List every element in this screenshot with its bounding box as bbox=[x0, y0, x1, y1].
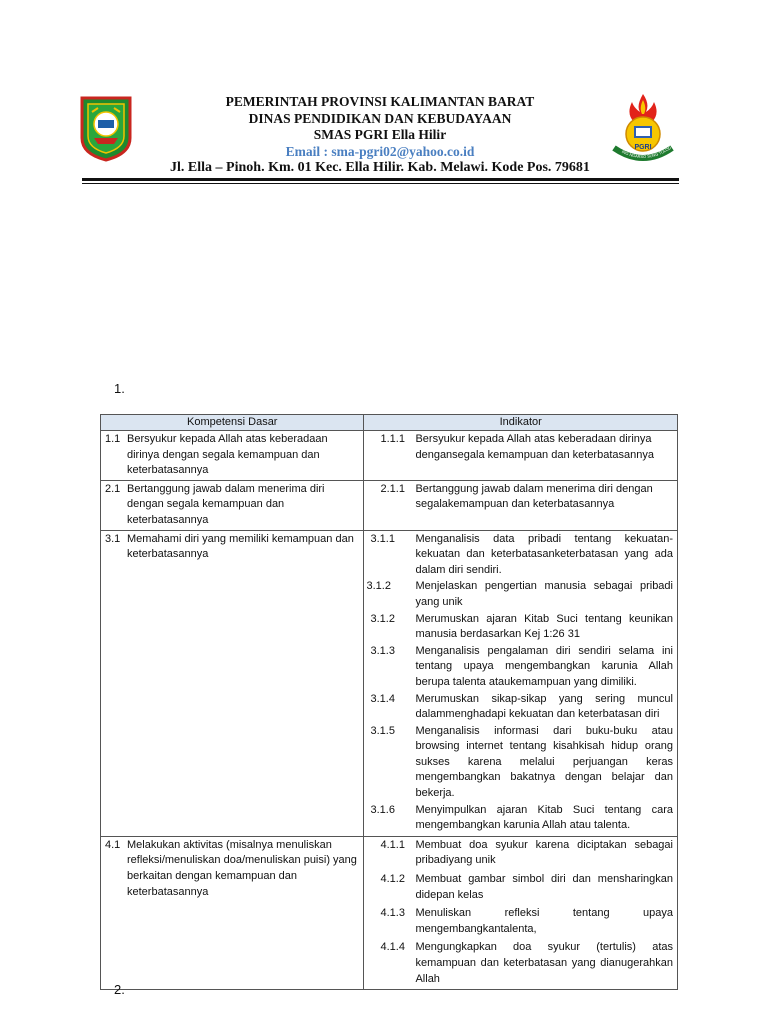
indicator-text: Bersyukur kepada Allah atas keberadaan dirinya dengansegala kemampuan dan keterbatasannya bbox=[415, 433, 654, 461]
kd-number: 1.1 bbox=[105, 433, 121, 445]
kd-cell bbox=[101, 480, 364, 530]
kd-cell bbox=[101, 431, 364, 481]
kd-number: 3.1 bbox=[105, 532, 121, 545]
table-row bbox=[101, 530, 678, 836]
letterhead-email[interactable]: Email : sma-pgri02@yahoo.co.id bbox=[285, 143, 475, 159]
indicator-number: 2.1.1 bbox=[380, 482, 405, 495]
indicator-text: Membuat gambar simbol diri dan mensharingkan didepan kelas bbox=[415, 873, 673, 901]
kd-number: 4.1 bbox=[105, 838, 121, 851]
letterhead-rule-thin bbox=[82, 183, 679, 184]
section-number-2: 2. bbox=[114, 982, 125, 997]
indicator-text: Menganalisis data pribadi tentang kekuatan-kekuatan dan keterbatasanketerbatasan yang ada dalam diri sendiri. bbox=[415, 532, 673, 576]
indicator-number: 4.1.3 bbox=[380, 907, 405, 920]
indicator-cell bbox=[364, 431, 678, 481]
indicator-cell bbox=[364, 836, 678, 989]
indicator-number: 3.1.5 bbox=[370, 724, 395, 737]
letterhead bbox=[0, 88, 768, 188]
indicator-number: 3.1.2 bbox=[366, 580, 391, 593]
table-header-row bbox=[101, 415, 678, 431]
indicator-text: Menjelaskan pengertian manusia sebagai pribadi yang unik bbox=[415, 580, 673, 608]
letterhead-address: Jl. Ella – Pinoh. Km. 01 Kec. Ella Hilir. Kab. Melawi. Kode Pos. 79681 bbox=[170, 160, 590, 175]
indicator-text: Menuliskan refleksi tentang upaya mengembangkantalenta, bbox=[415, 907, 673, 935]
letterhead-line1: PEMERINTAH PROVINSI KALIMANTAN BARAT bbox=[225, 94, 535, 109]
kd-cell bbox=[101, 530, 364, 836]
indicator-number: 3.1.2 bbox=[370, 612, 395, 625]
letterhead-line3: SMAS PGRI Ella Hilir bbox=[313, 127, 447, 142]
letterhead-text bbox=[150, 94, 610, 177]
kd-text: Bertanggung jawab dalam menerima diri dengan segala kemampuan dan keterbatasannya bbox=[127, 482, 325, 526]
kd-text: Memahami diri yang memiliki kemampuan dan keterbatasannya bbox=[127, 532, 354, 561]
table-row bbox=[101, 431, 678, 481]
indicator-cell bbox=[364, 530, 678, 836]
kd-cell bbox=[101, 836, 364, 989]
indicator-text: Menganalisis pengalaman diri sendiri selama ini tentang upaya mengembangkan karunia Allah berupa talenta ataukemampuan yang dimiliki. bbox=[415, 644, 673, 688]
kd-number: 2.1 bbox=[105, 482, 121, 495]
table-row bbox=[101, 480, 678, 530]
table-row bbox=[101, 836, 678, 989]
pgri-logo-icon bbox=[608, 92, 678, 164]
pgri-logo-text: PGRI bbox=[634, 144, 652, 151]
kd-text: Melakukan aktivitas (misalnya menuliskan refleksi/menuliskan doa/menuliskan puisi) yang berkaitan dengan kemampuan dan keterbatasannya bbox=[127, 838, 357, 898]
indicator-number: 4.1.4 bbox=[380, 941, 405, 954]
indicator-number: 3.1.3 bbox=[370, 644, 395, 657]
indicator-number: 3.1.4 bbox=[370, 692, 395, 705]
header-indikator: Indikator bbox=[364, 415, 678, 431]
indicator-text: Merumuskan ajaran Kitab Suci tentang keunikan manusia berdasarkan Kej 1:26 31 bbox=[415, 612, 673, 641]
indicator-number: 3.1.1 bbox=[370, 532, 395, 545]
letterhead-rule-thick bbox=[82, 178, 679, 181]
indicator-text: Membuat doa syukur karena diciptakan sebagai pribadiyang unik bbox=[415, 838, 673, 867]
letterhead-line2: DINAS PENDIDIKAN DAN KEBUDAYAAN bbox=[248, 110, 512, 126]
section-number-1: 1. bbox=[114, 381, 125, 396]
pgri-logo-motto: ING NGARSO SUNG TULOD bbox=[621, 145, 673, 160]
provincial-emblem-icon bbox=[78, 94, 134, 162]
competency-table bbox=[100, 414, 678, 990]
indicator-text: Bertanggung jawab dalam menerima diri dengan segalakemampuan dan keterbatasannya bbox=[415, 482, 653, 511]
kd-text: Bersyukur kepada Allah atas keberadaan dirinya dengan segala kemampuan dan keterbatasannya bbox=[127, 433, 328, 477]
indicator-text: Menyimpulkan ajaran Kitab Suci tentang cara mengembangkan karunia Allah atau talenta. bbox=[415, 803, 673, 832]
indicator-text: Menganalisis informasi dari buku-buku atau browsing internet tentang kisahkisah hidup orang sukses karena melalui perjuangan keras mengembangkan bakatnya dengan belajar dan bekerja. bbox=[415, 724, 673, 800]
indicator-text: Mengungkapkan doa syukur (tertulis) atas kemampuan dan keterbatasan yang dianugerahkan Allah bbox=[415, 941, 673, 985]
indicator-text: Merumuskan sikap-sikap yang sering muncul dalammenghadapi kekuatan dan keterbatasan diri bbox=[415, 692, 673, 721]
indicator-cell bbox=[364, 480, 678, 530]
indicator-number: 3.1.6 bbox=[370, 803, 395, 816]
indicator-number: 4.1.1 bbox=[380, 838, 405, 851]
indicator-number: 4.1.2 bbox=[380, 873, 405, 886]
indicator-number: 1.1.1 bbox=[380, 433, 405, 445]
header-kompetensi-dasar: Kompetensi Dasar bbox=[101, 415, 364, 431]
